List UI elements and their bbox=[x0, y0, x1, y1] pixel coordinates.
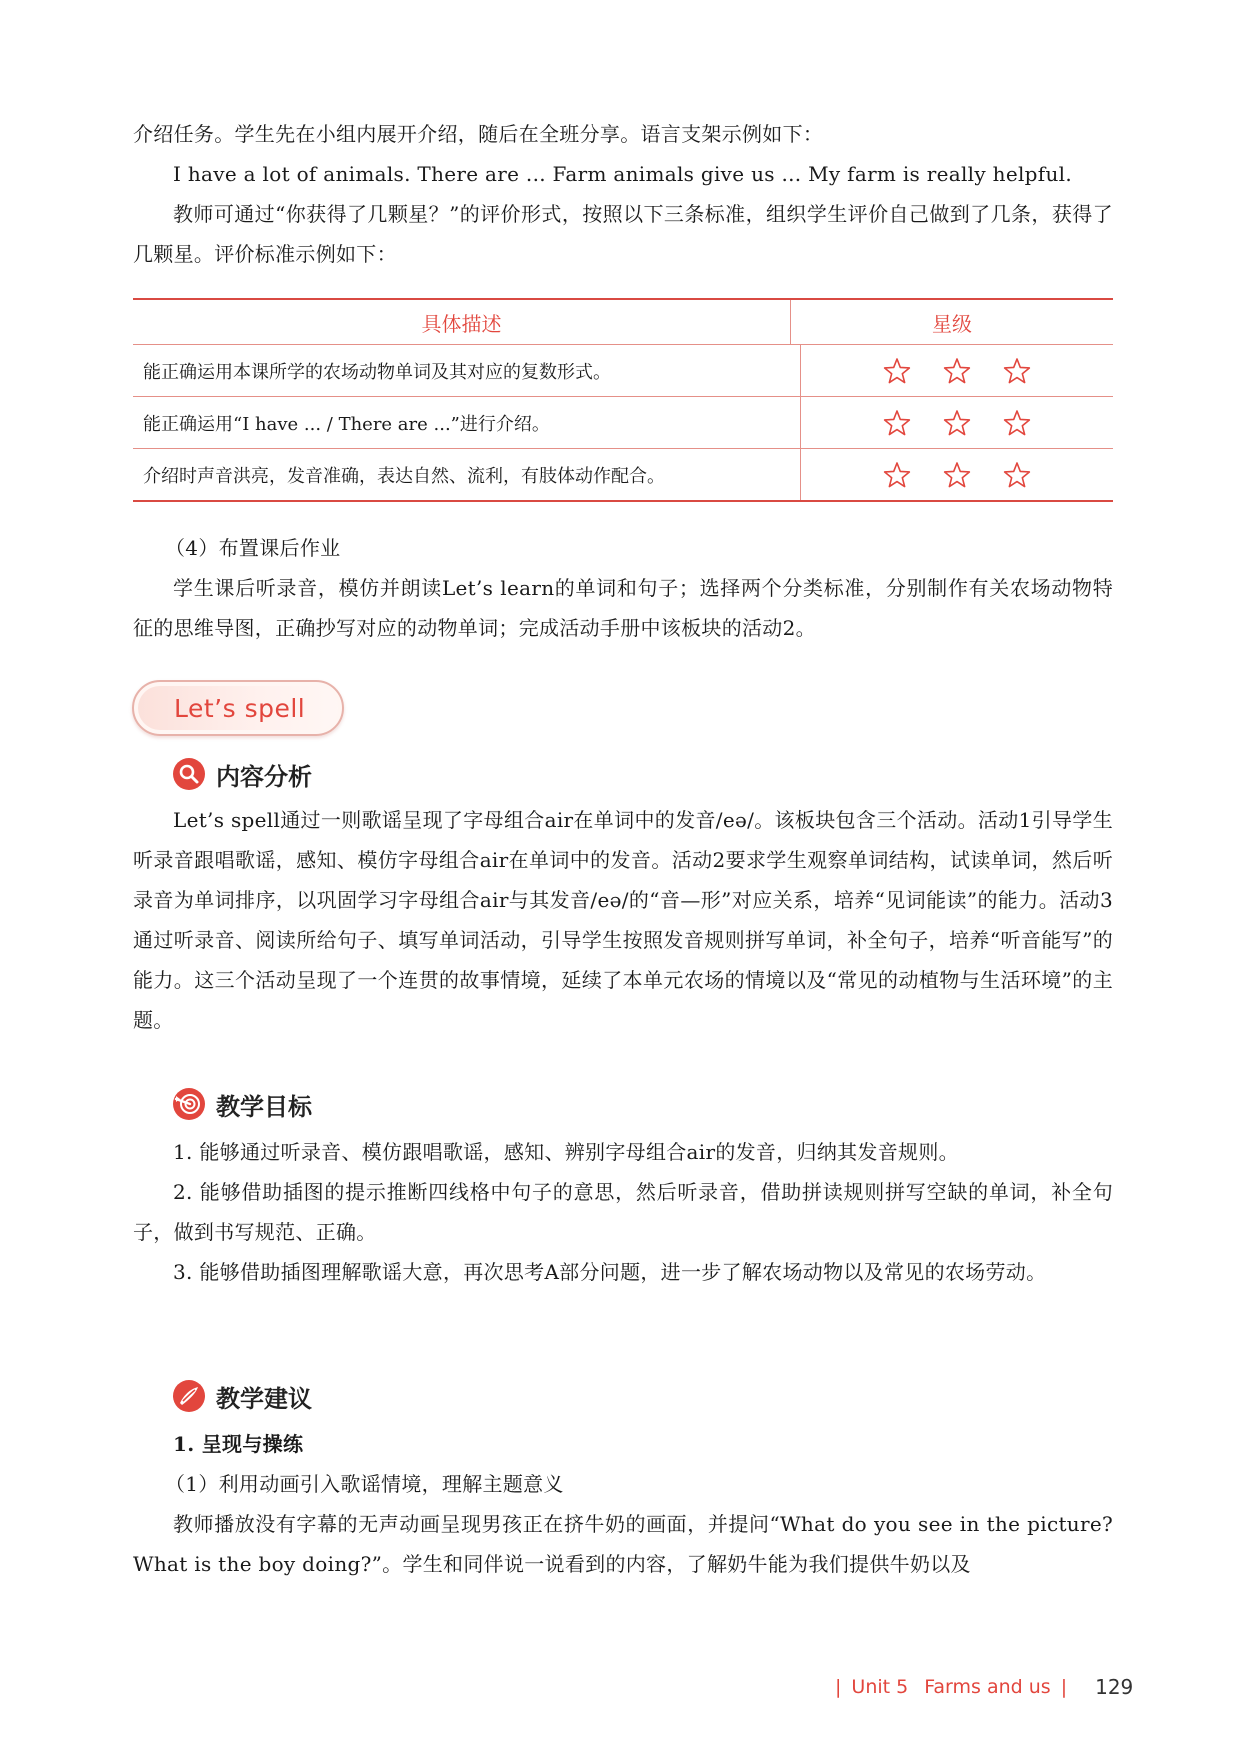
paragraph-language-frame: I have a lot of animals. There are ... Farm animals give us ... My farm is really helpful. bbox=[173, 162, 1072, 186]
table-row bbox=[133, 345, 1113, 397]
subheading-animation: （1）利用动画引入歌谣情境，理解主题意义 bbox=[165, 1472, 564, 1496]
header-description: 具体描述 bbox=[133, 300, 791, 344]
heading-content-analysis bbox=[172, 754, 312, 794]
page-number: 129 bbox=[1095, 1675, 1134, 1699]
star-outline-icon[interactable] bbox=[942, 356, 972, 386]
content-analysis-text: Let’s spell通过一则歌谣呈现了字母组合air在单词中的发音/eə/。该板块包含三个活动。活动1引导学生听录音跟唱歌谣，感知、模仿字母组合air在单词中的发音。活动2要求学生观察单词结构，试读单词，然后听录音为单词排序，以巩固学习字母组合air与其发音/eə/的“音—形”对应关系，培养“见词能读”的能力。活动3通过听录音、阅读所给句子、填写单词活动，引导学生按照发音规则拼写单词，补全句子，培养“听音能写”的能力。这三个活动呈现了一个连贯的故事情境，延续了本单元农场的情境以及“常见的动植物与生活环境”的主题。 bbox=[133, 808, 1113, 1032]
footer-unit: Unit 5 bbox=[851, 1676, 909, 1698]
subheading-presentation: 1. 呈现与操练 bbox=[173, 1432, 304, 1456]
paragraph-evaluation: 教师可通过“你获得了几颗星？”的评价形式，按照以下三条标准，组织学生评价自己做到了几条，获得了几颗星。评价标准示例如下： bbox=[133, 202, 1113, 266]
evaluation-rubric-table bbox=[133, 298, 1113, 502]
star-outline-icon[interactable] bbox=[882, 460, 912, 490]
star-outline-icon[interactable] bbox=[1002, 356, 1032, 386]
goal-item-1: 1. 能够通过听录音、模仿跟唱歌谣，感知、辨别字母组合air的发音，归纳其发音规则。 bbox=[173, 1140, 959, 1164]
star-outline-icon[interactable] bbox=[942, 460, 972, 490]
star-rating[interactable] bbox=[882, 408, 1032, 438]
goal-item-2: 2. 能够借助插图的提示推断四线格中句子的意思，然后听录音，借助拼读规则拼写空缺的单词，补全句子，做到书写规范、正确。 bbox=[133, 1180, 1113, 1244]
star-outline-icon[interactable] bbox=[882, 408, 912, 438]
footer-divider: | bbox=[835, 1676, 842, 1698]
homework-title: （4）布置课后作业 bbox=[165, 536, 341, 560]
row-description: 能正确运用“I have ... / There are ...”进行介绍。 bbox=[133, 397, 801, 448]
heading-text: 教学目标 bbox=[216, 1092, 312, 1121]
lets-spell-section-pill bbox=[132, 680, 344, 736]
heading-text: 内容分析 bbox=[216, 762, 312, 791]
star-outline-icon[interactable] bbox=[1002, 408, 1032, 438]
homework-text: 学生课后听录音，模仿并朗读Let’s learn的单词和句子；选择两个分类标准，分别制作有关农场动物特征的思维导图，正确抄写对应的动物单词；完成活动手册中该板块的活动2。 bbox=[133, 576, 1113, 640]
lets-spell-label: Let’s spell bbox=[174, 693, 306, 723]
table-row bbox=[133, 397, 1113, 449]
row-description: 能正确运用本课所学的农场动物单词及其对应的复数形式。 bbox=[133, 345, 801, 396]
table-header-row bbox=[133, 300, 1113, 345]
heading-text: 教学建议 bbox=[216, 1384, 312, 1413]
star-rating[interactable] bbox=[882, 356, 1032, 386]
goal-item-3: 3. 能够借助插图理解歌谣大意，再次思考A部分问题，进一步了解农场动物以及常见的农场劳动。 bbox=[173, 1260, 1047, 1284]
page-footer bbox=[825, 1670, 1133, 1704]
star-outline-icon[interactable] bbox=[1002, 460, 1032, 490]
header-stars: 星级 bbox=[932, 311, 972, 336]
magnifier-icon bbox=[172, 757, 206, 791]
star-rating[interactable] bbox=[882, 460, 1032, 490]
paragraph-intro-task: 介绍任务。学生先在小组内展开介绍，随后在全班分享。语言支架示例如下： bbox=[133, 122, 824, 146]
star-outline-icon[interactable] bbox=[882, 356, 912, 386]
teaching-suggestion-text: 教师播放没有字幕的无声动画呈现男孩正在挤牛奶的画面，并提问“What do you see in the picture? What is the boy doing?”。学生和同伴说一说看到的内容，了解奶牛能为我们提供牛奶以及 bbox=[133, 1512, 1113, 1576]
row-description: 介绍时声音洪亮，发音准确，表达自然、流利，有肢体动作配合。 bbox=[133, 449, 801, 500]
footer-divider: | bbox=[1060, 1676, 1068, 1698]
footer-title: Farms and us bbox=[924, 1676, 1051, 1698]
heading-teaching-goals bbox=[172, 1084, 312, 1124]
target-icon bbox=[172, 1087, 206, 1121]
heading-teaching-suggestions bbox=[172, 1376, 312, 1416]
table-row bbox=[133, 449, 1113, 502]
star-outline-icon[interactable] bbox=[942, 408, 972, 438]
pen-icon bbox=[172, 1379, 206, 1413]
